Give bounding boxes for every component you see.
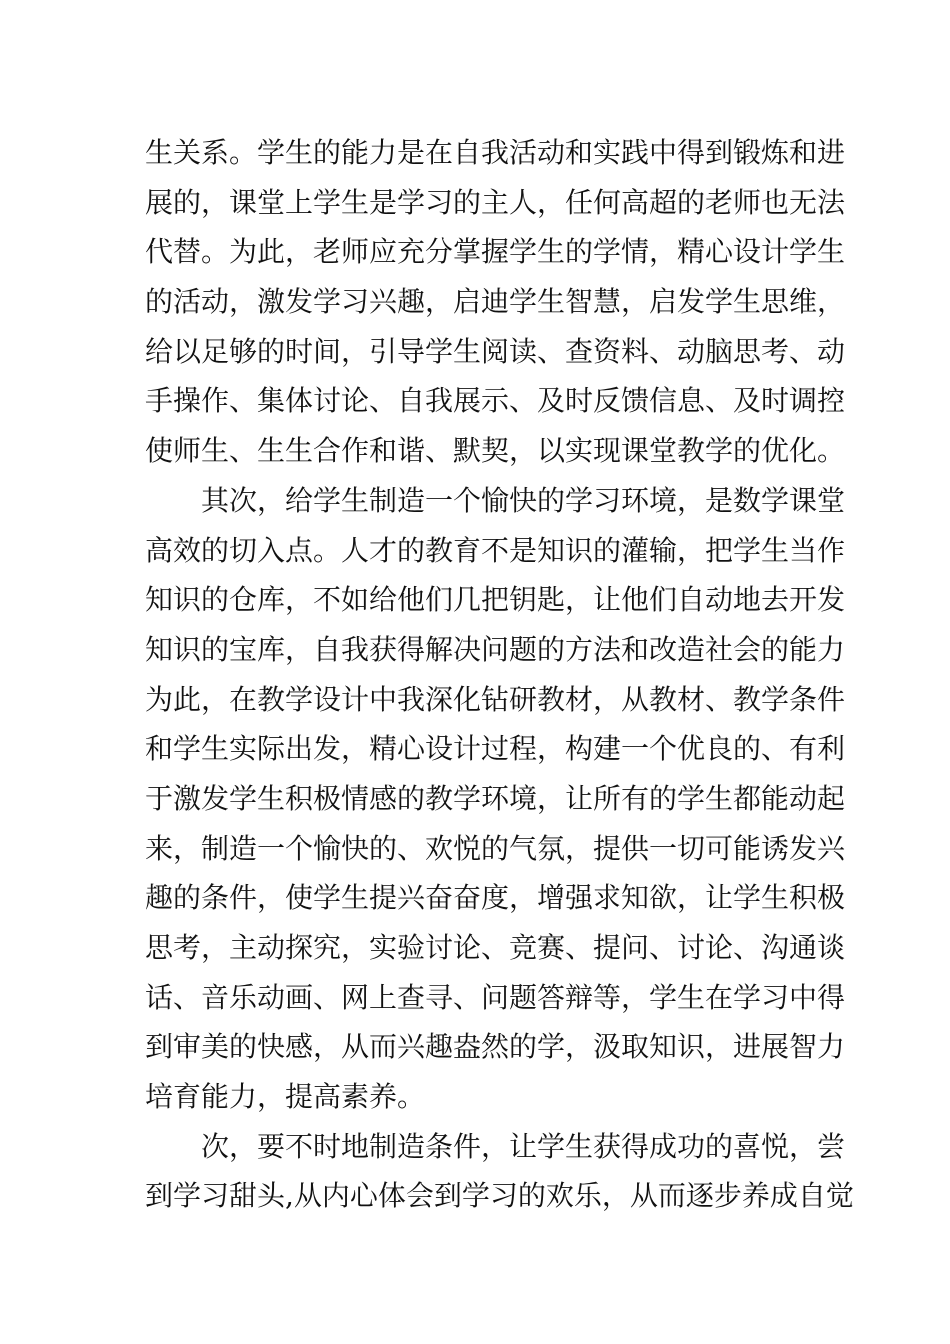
text-line: 来，制造一个愉快的、欢悦的气氛，提供一切可能诱发兴 xyxy=(145,831,846,865)
body-text xyxy=(145,128,854,1221)
text-line: 手操作、集体讨论、自我展示、及时反馈信息、及时调控 xyxy=(145,384,846,418)
text-line: 生关系。学生的能力是在自我活动和实践中得到锻炼和进 xyxy=(145,136,846,169)
text-line: 给以足够的时间，引导学生阅读、查资料、动脑思考、动 xyxy=(145,334,846,368)
text-line: 高效的切入点。人才的教育不是知识的灌输，把学生当作 xyxy=(145,533,846,567)
text-line: 思考，主动探究，实验讨论、竞赛、提问、讨论、沟通谈 xyxy=(145,931,846,964)
text-line: 使师生、生生合作和谐、默契，以实现课堂教学的优化。 xyxy=(145,434,846,468)
text-line: 其次，给学生制造一个愉快的学习环境，是数学课堂 xyxy=(201,483,846,517)
text-line: 和学生实际出发，精心设计过程，构建一个优良的、有利 xyxy=(145,732,846,766)
text-line: 代替。为此，老师应充分掌握学生的学情，精心设计学生 xyxy=(145,235,846,269)
text-line: 知识的仓库，不如给他们几把钥匙，让他们自动地去开发 xyxy=(145,583,846,617)
text-line: 知识的宝库，自我获得解决问题的方法和改造社会的能力 xyxy=(145,632,846,666)
text-line: 为此，在教学设计中我深化钻研教材，从教材、教学条件 xyxy=(145,682,846,716)
text-line: 到审美的快感，从而兴趣盎然的学，汲取知识，进展智力 xyxy=(145,1030,846,1064)
text-line: 于激发学生积极情感的教学环境，让所有的学生都能动起 xyxy=(145,781,846,815)
text-line: 次，要不时地制造条件，让学生获得成功的喜悦，尝 xyxy=(201,1129,846,1163)
text-line: 培育能力，提高素养。 xyxy=(145,1080,426,1114)
text-line: 展的，课堂上学生是学习的主人，任何高超的老师也无法 xyxy=(145,185,846,219)
text-line: 趣的条件，使学生提兴奋奋度，增强求知欲，让学生积极 xyxy=(145,881,846,915)
text-line: 的活动，激发学习兴趣，启迪学生智慧，启发学生思维， xyxy=(145,285,846,319)
text-line: 到学习甜头,从内心体会到学习的欢乐，从而逐步养成自觉 xyxy=(145,1179,854,1213)
text-line: 话、音乐动画、网上查寻、问题答辩等，学生在学习中得 xyxy=(145,980,846,1014)
